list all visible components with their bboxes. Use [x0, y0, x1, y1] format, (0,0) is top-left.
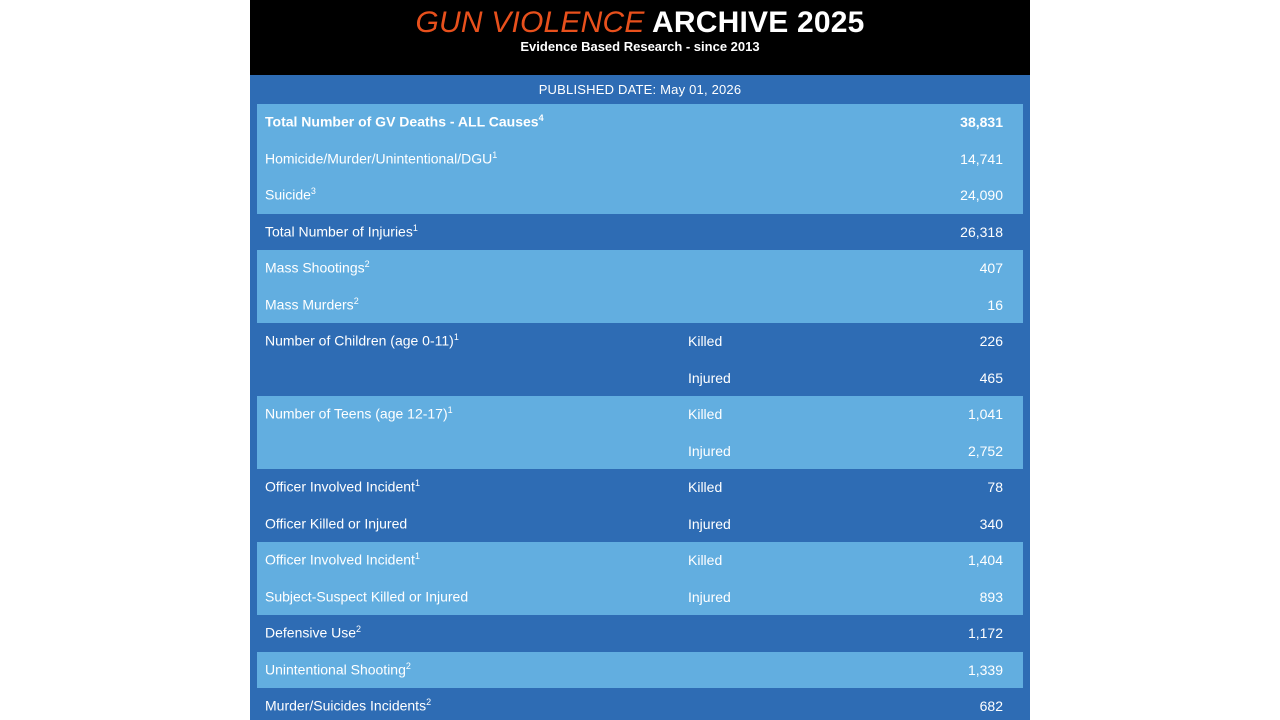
table-row — [257, 469, 1023, 506]
row-label-text: Officer Involved Incident — [265, 478, 415, 495]
row-label-text: Officer Killed or Injured — [265, 515, 408, 532]
footnote-marker: 1 — [414, 478, 420, 488]
row-label — [265, 150, 497, 167]
row-value: 226 — [979, 333, 1003, 349]
row-label-text: Mass Murders — [265, 296, 354, 313]
row-subcategory: Injured — [688, 588, 731, 605]
header-banner — [250, 0, 1030, 75]
table-row — [257, 360, 1023, 397]
row-label-text: Number of Children (age 0-11) — [265, 332, 454, 349]
table-row — [257, 688, 1023, 720]
row-value: 14,741 — [960, 150, 1003, 167]
page-subtitle: Evidence Based Research - since 2013 — [520, 39, 760, 54]
row-label — [265, 259, 370, 276]
footnote-marker: 1 — [492, 149, 498, 160]
footnote-marker: 2 — [356, 624, 362, 634]
row-label — [265, 478, 420, 495]
row-label — [265, 223, 418, 240]
row-label-text: Murder/Suicides Incidents — [265, 697, 427, 714]
row-label — [265, 551, 420, 568]
row-value: 340 — [979, 515, 1003, 532]
footnote-marker: 1 — [412, 222, 418, 233]
row-value: 1,172 — [967, 625, 1003, 641]
table-row — [257, 250, 1023, 287]
row-subcategory: Killed — [688, 333, 723, 349]
row-label-text: Defensive Use — [265, 624, 357, 641]
table-row — [257, 506, 1023, 543]
page-title — [250, 0, 1030, 40]
row-value: 16 — [987, 296, 1003, 313]
row-label-text: Homicide/Murder/Unintentional/DGU — [265, 150, 493, 167]
published-date: PUBLISHED DATE: May 01, 2026 — [538, 82, 742, 97]
row-value: 893 — [979, 588, 1003, 605]
row-label-text: Officer Involved Incident — [265, 551, 415, 568]
row-value: 682 — [979, 698, 1003, 714]
footnote-marker: 2 — [426, 697, 432, 707]
archive-panel — [250, 0, 1030, 720]
row-label — [265, 624, 361, 641]
footnote-marker: 1 — [447, 405, 453, 415]
row-label-text: Total Number of GV Deaths - ALL Causes — [265, 113, 539, 130]
row-subcategory: Killed — [688, 479, 723, 495]
footnote-marker: 2 — [353, 295, 359, 306]
row-value: 1,339 — [967, 661, 1003, 678]
footnote-marker: 2 — [405, 660, 411, 671]
row-label — [265, 405, 453, 422]
row-label — [265, 186, 316, 203]
row-label — [265, 332, 459, 349]
row-subcategory: Injured — [688, 442, 731, 459]
row-label — [265, 113, 544, 130]
table-row — [257, 104, 1023, 141]
footnote-marker: 4 — [538, 113, 544, 123]
row-value: 1,041 — [967, 406, 1003, 422]
row-value: 1,404 — [967, 552, 1003, 568]
table-row — [257, 141, 1023, 178]
row-value: 24,090 — [960, 187, 1003, 203]
table-row — [257, 177, 1023, 214]
table-row — [257, 615, 1023, 652]
title-main: ARCHIVE 2025 — [652, 6, 865, 39]
footnote-marker: 3 — [310, 186, 316, 196]
title-accent: GUN VIOLENCE — [415, 6, 645, 39]
table-row — [257, 652, 1023, 689]
row-subcategory: Injured — [688, 515, 731, 532]
table-row — [257, 542, 1023, 579]
row-label-text: Suicide — [265, 186, 311, 203]
row-label — [265, 296, 359, 313]
stats-table — [257, 104, 1023, 720]
table-row — [257, 287, 1023, 324]
row-value: 78 — [987, 479, 1003, 495]
table-row — [257, 579, 1023, 616]
row-label-text: Total Number of Injuries — [265, 223, 413, 240]
row-value: 465 — [979, 369, 1003, 386]
footnote-marker: 2 — [364, 259, 370, 269]
footnote-marker: 1 — [414, 551, 420, 561]
row-label — [265, 515, 407, 532]
table-row — [257, 433, 1023, 470]
row-label — [265, 697, 431, 714]
row-label — [265, 588, 468, 605]
row-label-text: Number of Teens (age 12-17) — [265, 405, 448, 422]
table-row — [257, 323, 1023, 360]
row-subcategory: Killed — [688, 552, 723, 568]
row-label-text: Mass Shootings — [265, 259, 365, 276]
row-value: 2,752 — [967, 442, 1003, 459]
row-label — [265, 661, 411, 678]
row-label-text: Unintentional Shooting — [265, 661, 406, 678]
row-subcategory: Injured — [688, 369, 731, 386]
row-label-text: Subject-Suspect Killed or Injured — [265, 588, 469, 605]
table-row — [257, 396, 1023, 433]
row-subcategory: Killed — [688, 406, 723, 422]
table-row — [257, 214, 1023, 251]
row-value: 407 — [979, 260, 1003, 276]
footnote-marker: 1 — [453, 332, 459, 342]
row-value: 38,831 — [960, 114, 1003, 130]
row-value: 26,318 — [960, 223, 1003, 240]
